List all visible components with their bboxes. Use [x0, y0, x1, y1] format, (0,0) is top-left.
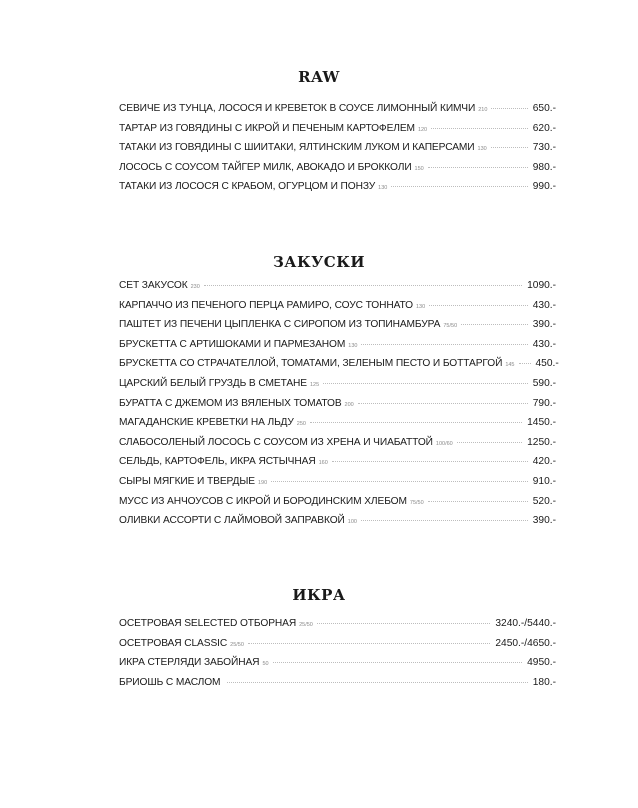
item-weight: 25/50	[230, 641, 244, 648]
menu-item	[119, 653, 556, 673]
menu-item	[119, 158, 556, 178]
item-price: 620.-	[532, 122, 556, 134]
item-name: БРУСКЕТТА С АРТИШОКАМИ И ПАРМЕЗАНОМ	[119, 338, 346, 350]
section-title-ikra: ИКРА	[292, 586, 346, 604]
item-price: 2450.-/4650.-	[495, 637, 556, 649]
menu-item	[119, 492, 556, 512]
item-price: 430.-	[532, 299, 556, 311]
menu-item	[119, 452, 556, 472]
item-weight: 125	[310, 381, 320, 388]
item-name: СЛАБОСОЛЕНЫЙ ЛОСОСЬ С СОУСОМ ИЗ ХРЕНА И ЧИАБАТТОЙ	[119, 436, 433, 448]
item-price: 1250.-	[527, 436, 556, 448]
item-weight: 130	[477, 146, 487, 153]
item-weight: 75/50	[443, 323, 458, 330]
item-weight: 200	[344, 401, 354, 408]
item-name: ЦАРСКИЙ БЕЛЫЙ ГРУЗДЬ В СМЕТАНЕ	[119, 377, 307, 389]
item-price: 1090.-	[527, 280, 556, 291]
section-list-raw	[119, 99, 556, 197]
menu-item	[119, 177, 556, 197]
dot-leader	[391, 186, 527, 187]
item-name: ОСЕТРОВАЯ CLASSIC	[119, 637, 228, 649]
menu-item	[119, 374, 556, 394]
item-price: 390.-	[532, 515, 556, 527]
item-weight: 210	[478, 107, 488, 113]
item-weight: 25/50	[299, 622, 313, 628]
item-name: СЕЛЬДЬ, КАРТОФЕЛЬ, ИКРА ЯСТЫЧНАЯ	[119, 456, 316, 468]
dot-leader	[310, 422, 522, 423]
item-weight: 75/50	[409, 499, 424, 506]
item-weight: 130	[348, 342, 358, 349]
item-price: 650.-	[532, 103, 556, 114]
menu-item	[119, 119, 556, 139]
item-weight: 250	[296, 421, 306, 428]
item-price: 910.-	[532, 475, 556, 487]
dot-leader	[227, 682, 527, 683]
item-name: СЕВИЧЕ ИЗ ТУНЦА, ЛОСОСЯ И КРЕВЕТОК В СОУСЕ ЛИМОННЫЙ КИМЧИ	[119, 103, 476, 114]
dot-leader	[457, 442, 522, 443]
item-name: МУСС ИЗ АНЧОУСОВ С ИКРОЙ И БОРОДИНСКИМ ХЛЕБОМ	[119, 495, 407, 507]
menu-item	[119, 413, 556, 433]
menu-item	[119, 511, 556, 531]
item-weight: 130	[416, 303, 426, 310]
dot-leader	[519, 363, 531, 364]
dot-leader	[273, 662, 523, 663]
dot-leader	[323, 383, 528, 384]
section-title-raw: RAW	[298, 68, 340, 86]
item-price: 180.-	[532, 676, 556, 688]
item-price: 1450.-	[527, 417, 556, 429]
menu-item	[119, 315, 556, 335]
menu-item	[119, 634, 556, 654]
item-name: СЫРЫ МЯГКИЕ И ТВЕРДЫЕ	[119, 475, 255, 487]
dot-leader	[428, 167, 528, 168]
item-name: КАРПАЧЧО ИЗ ПЕЧЕНОГО ПЕРЦА РАМИРО, СОУС ТОННАТО	[119, 299, 413, 311]
item-name: ОСЕТРОВАЯ SELECTED ОТБОРНАЯ	[119, 618, 297, 629]
dot-leader	[361, 520, 528, 521]
dot-leader	[491, 108, 527, 109]
item-name: БРУСКЕТТА СО СТРАЧАТЕЛЛОЙ, ТОМАТАМИ, ЗЕЛЕНЫМ ПЕСТО И БОТТАРГОЙ	[119, 358, 503, 370]
item-price: 420.-	[532, 456, 556, 468]
item-weight: 100	[347, 519, 357, 526]
menu-item	[119, 614, 556, 634]
menu-item	[119, 433, 556, 453]
menu-item	[119, 335, 556, 355]
dot-leader	[491, 147, 528, 148]
item-price: 4950.-	[527, 657, 556, 669]
item-price: 3240.-/5440.-	[495, 618, 556, 629]
item-name: ЛОСОСЬ С СОУСОМ ТАЙГЕР МИЛК, АВОКАДО И БРОККОЛИ	[119, 161, 412, 173]
menu-item	[119, 673, 556, 693]
item-name: БРИОШЬ С МАСЛОМ	[119, 676, 221, 688]
item-name: СЕТ ЗАКУСОК	[119, 280, 188, 291]
item-price: 390.-	[532, 319, 556, 331]
dot-leader	[361, 344, 527, 345]
menu-item	[119, 99, 556, 119]
dot-leader	[248, 643, 490, 644]
item-weight: 130	[378, 185, 388, 192]
item-price: 730.-	[532, 142, 556, 154]
item-name: ТАТАКИ ИЗ ГОВЯДИНЫ С ШИИТАКИ, ЯЛТИНСКИМ ЛУКОМ И КАПЕРСАМИ	[119, 142, 475, 154]
item-weight: 230	[190, 284, 200, 290]
item-weight: 190	[257, 479, 268, 486]
item-name: ИКРА СТЕРЛЯДИ ЗАБОЙНАЯ	[119, 657, 260, 669]
item-weight: 120	[417, 126, 428, 133]
item-weight: 100/60	[435, 440, 453, 447]
item-price: 430.-	[532, 338, 556, 350]
menu-item	[119, 138, 556, 158]
item-name: ОЛИВКИ АССОРТИ С ЛАЙМОВОЙ ЗАПРАВКОЙ	[119, 515, 345, 527]
menu-item	[119, 296, 556, 316]
item-price: 990.-	[532, 181, 556, 193]
item-name: БУРАТТА С ДЖЕМОМ ИЗ ВЯЛЕНЫХ ТОМАТОВ	[119, 397, 342, 409]
dot-leader	[317, 623, 491, 624]
item-weight: 50	[262, 661, 269, 668]
dot-leader	[461, 324, 528, 325]
section-title-zakuski: ЗАКУСКИ	[272, 253, 366, 271]
dot-leader	[204, 285, 522, 286]
item-price: 980.-	[532, 161, 556, 173]
dot-leader	[431, 128, 528, 129]
menu-item	[119, 354, 559, 374]
dot-leader	[271, 481, 528, 482]
item-name: ПАШТЕТ ИЗ ПЕЧЕНИ ЦЫПЛЕНКА С СИРОПОМ ИЗ ТОПИНАМБУРА	[119, 319, 441, 331]
dot-leader	[428, 501, 528, 502]
item-name: ТАРТАР ИЗ ГОВЯДИНЫ С ИКРОЙ И ПЕЧЕНЫМ КАРТОФЕЛЕМ	[119, 122, 415, 134]
menu-item	[119, 276, 556, 296]
dot-leader	[358, 403, 528, 404]
item-weight: 150	[414, 165, 424, 172]
menu-item	[119, 472, 556, 492]
menu-item	[119, 394, 556, 414]
section-list-zakuski	[119, 276, 559, 531]
section-list-ikra	[119, 614, 556, 692]
item-name: ТАТАКИ ИЗ ЛОСОСЯ С КРАБОМ, ОГУРЦОМ И ПОНЗУ	[119, 181, 376, 193]
item-price: 790.-	[532, 397, 556, 409]
item-weight: 145	[505, 362, 515, 369]
item-weight: 160	[318, 460, 328, 467]
item-price: 590.-	[532, 377, 556, 389]
item-price: 520.-	[532, 495, 556, 507]
dot-leader	[332, 461, 528, 462]
item-name: МАГАДАНСКИЕ КРЕВЕТКИ НА ЛЬДУ	[119, 417, 294, 429]
item-price: 450.-	[535, 358, 559, 370]
dot-leader	[429, 305, 528, 306]
